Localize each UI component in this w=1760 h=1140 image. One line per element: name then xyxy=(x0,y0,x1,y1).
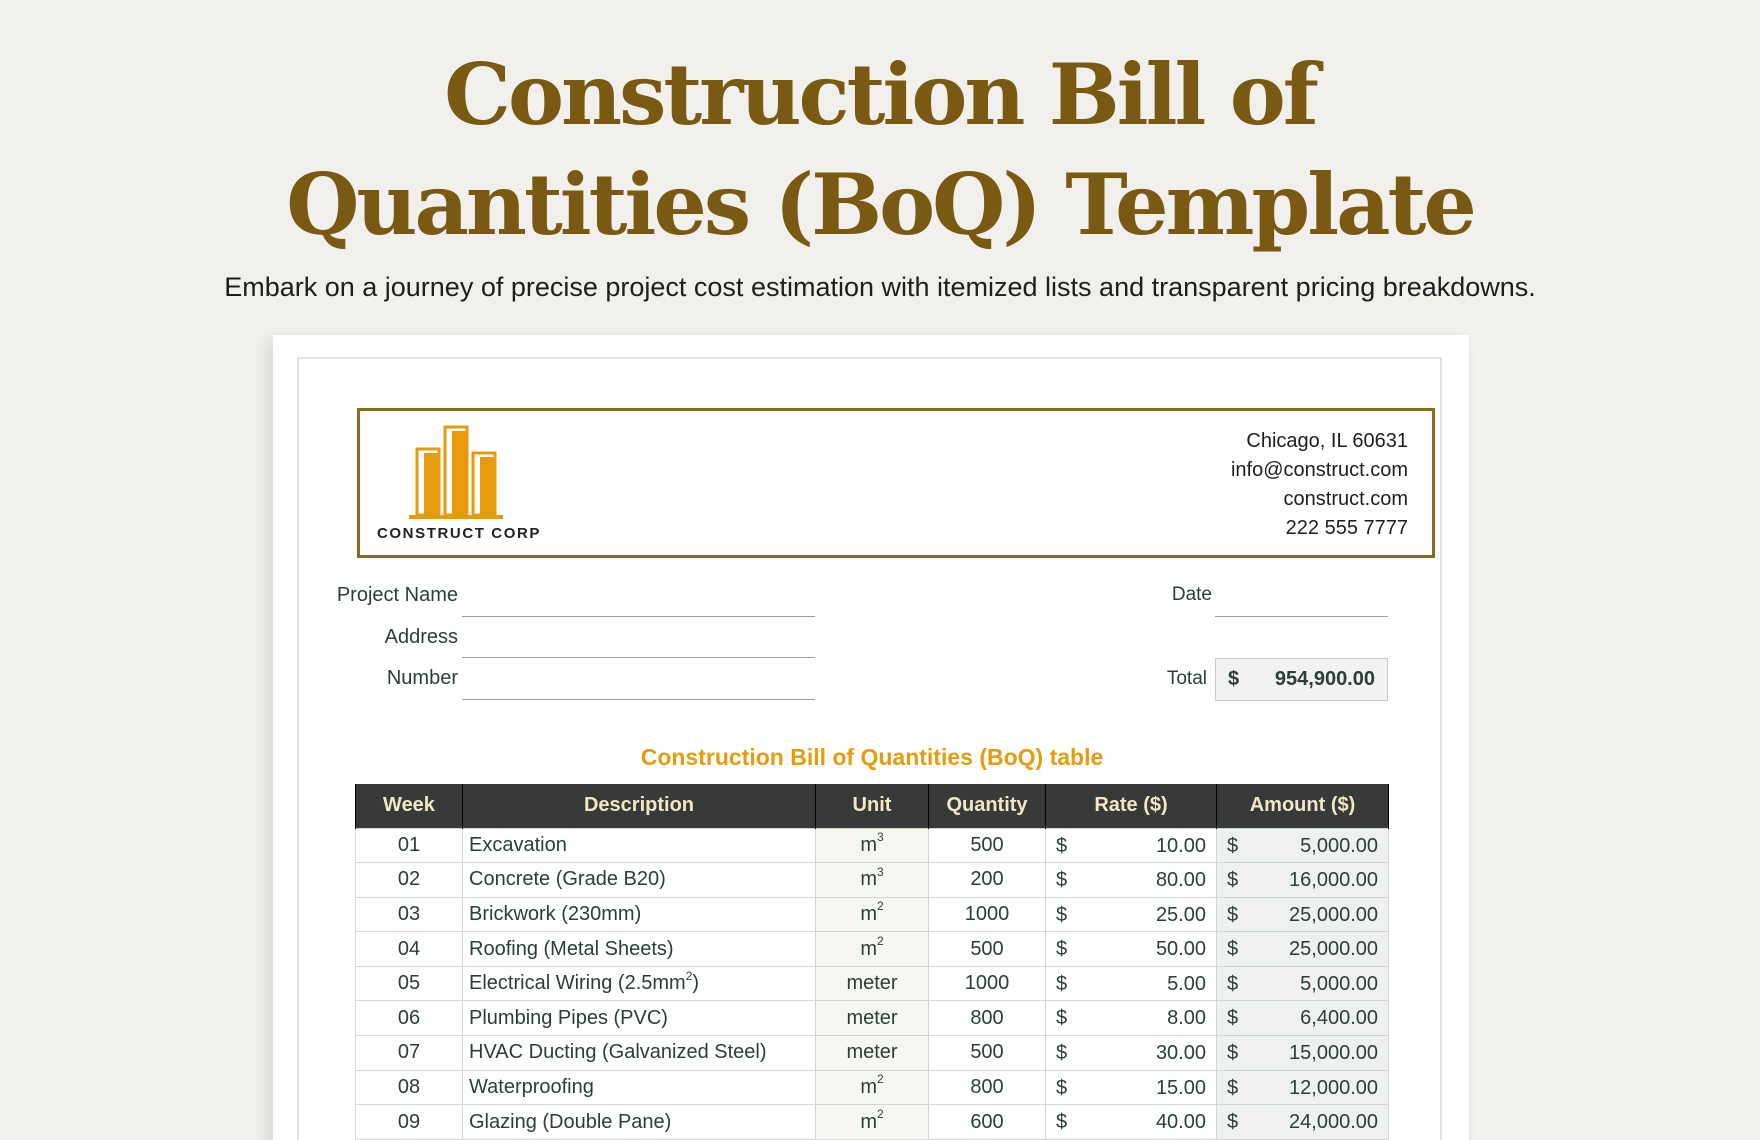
date-field[interactable] xyxy=(1215,616,1388,617)
cell-quantity: 800 xyxy=(929,1001,1046,1036)
table-row xyxy=(356,1036,1389,1071)
cell-description: Glazing (Double Pane) xyxy=(463,1105,816,1140)
boq-table xyxy=(355,784,1389,1140)
cell-amount: $ 25,000.00 xyxy=(1217,932,1389,967)
cell-description: Electrical Wiring $(2.5mm^2)$ xyxy=(463,966,816,1001)
cell-description: Roofing (Metal Sheets) xyxy=(463,932,816,967)
page-title-line-2: Quantities (BoQ) Template xyxy=(286,155,1474,254)
cell-amount: $ 5,000.00 xyxy=(1217,828,1389,863)
table-header-row xyxy=(356,784,1389,828)
cell-unit: $m^2$ xyxy=(816,897,929,932)
cell-unit: $m^3$ xyxy=(816,863,929,898)
cell-week: 03 xyxy=(356,897,463,932)
company-address: Chicago, IL 60631 xyxy=(1246,430,1408,452)
total-label: Total xyxy=(1166,668,1207,689)
cell-quantity: 1000 xyxy=(929,897,1046,932)
cell-description: Brickwork (230mm) xyxy=(463,897,816,932)
table-row xyxy=(356,828,1389,863)
cell-description: Excavation xyxy=(463,828,816,863)
total-value-box xyxy=(1215,658,1388,701)
cell-quantity: 500 xyxy=(929,1036,1046,1071)
header-unit: Unit xyxy=(816,784,929,828)
cell-unit: $m^2$ xyxy=(816,932,929,967)
cell-amount: $ 12,000.00 xyxy=(1217,1070,1389,1105)
cell-rate: $ 8.00 xyxy=(1046,1001,1217,1036)
cell-week: 09 xyxy=(356,1105,463,1140)
table-row xyxy=(356,863,1389,898)
cell-amount: $ 5,000.00 xyxy=(1217,966,1389,1001)
page-subtitle: Embark on a journey of precise project cost estimation with itemized lists and transparent pricing breakdowns. xyxy=(224,272,1536,302)
cell-amount: $ 16,000.00 xyxy=(1217,863,1389,898)
cell-rate: $ 30.00 xyxy=(1046,1036,1217,1071)
cell-quantity: 1000 xyxy=(929,966,1046,1001)
date-label: Date xyxy=(1171,584,1212,605)
cell-week: 01 xyxy=(356,828,463,863)
building-logo-icon xyxy=(407,423,507,523)
address-label: Address xyxy=(384,626,458,648)
company-website: construct.com xyxy=(1283,488,1408,510)
header-week: Week xyxy=(356,784,463,828)
cell-quantity: 500 xyxy=(929,932,1046,967)
cell-week: 02 xyxy=(356,863,463,898)
cell-quantity: 200 xyxy=(929,863,1046,898)
header-rate: Rate ($) xyxy=(1046,784,1217,828)
table-row xyxy=(356,897,1389,932)
address-field[interactable] xyxy=(462,657,815,658)
header-description: Description xyxy=(463,784,816,828)
cell-rate: $ 40.00 xyxy=(1046,1105,1217,1140)
cell-quantity: 500 xyxy=(929,828,1046,863)
company-email: info@construct.com xyxy=(1230,459,1408,481)
cell-amount: $ 15,000.00 xyxy=(1217,1036,1389,1071)
page-title xyxy=(0,40,1760,260)
project-name-field[interactable] xyxy=(462,616,815,617)
cell-description: Waterproofing xyxy=(463,1070,816,1105)
cell-week: 07 xyxy=(356,1036,463,1071)
total-value: 954,900.00 xyxy=(1274,668,1375,690)
cell-unit: meter xyxy=(816,966,929,1001)
total-currency: $ xyxy=(1228,668,1240,690)
cell-rate: $ 50.00 xyxy=(1046,932,1217,967)
cell-week: 05 xyxy=(356,966,463,1001)
cell-unit: $m^3$ xyxy=(816,828,929,863)
project-name-label: Project Name xyxy=(336,584,458,606)
cell-description: Concrete (Grade B20) xyxy=(463,863,816,898)
cell-week: 08 xyxy=(356,1070,463,1105)
company-phone: 222 555 7777 xyxy=(1285,517,1408,539)
cell-description: Plumbing Pipes (PVC) xyxy=(463,1001,816,1036)
cell-unit: $m^2$ xyxy=(816,1105,929,1140)
cell-amount: $ 25,000.00 xyxy=(1217,897,1389,932)
cell-unit: meter xyxy=(816,1036,929,1071)
table-row xyxy=(356,1001,1389,1036)
cell-week: 06 xyxy=(356,1001,463,1036)
table-row xyxy=(356,966,1389,1001)
company-name: CONSTRUCT CORP xyxy=(376,525,542,542)
cell-amount: $ 6,400.00 xyxy=(1217,1001,1389,1036)
cell-rate: $ 5.00 xyxy=(1046,966,1217,1001)
cell-rate: $ 15.00 xyxy=(1046,1070,1217,1105)
number-field[interactable] xyxy=(462,699,815,700)
table-row xyxy=(356,1070,1389,1105)
cell-week: 04 xyxy=(356,932,463,967)
number-label: Number xyxy=(386,667,458,689)
cell-rate: $ 25.00 xyxy=(1046,897,1217,932)
table-row xyxy=(356,1105,1389,1140)
cell-quantity: 600 xyxy=(929,1105,1046,1140)
company-contact xyxy=(1231,427,1408,543)
header-amount: Amount ($) xyxy=(1217,784,1389,828)
cell-rate: $ 80.00 xyxy=(1046,863,1217,898)
cell-rate: $ 10.00 xyxy=(1046,828,1217,863)
cell-unit: $m^2$ xyxy=(816,1070,929,1105)
cell-amount: $ 24,000.00 xyxy=(1217,1105,1389,1140)
cell-unit: meter xyxy=(816,1001,929,1036)
cell-quantity: 800 xyxy=(929,1070,1046,1105)
company-header xyxy=(357,408,1435,558)
cell-description: HVAC Ducting (Galvanized Steel) xyxy=(463,1036,816,1071)
table-caption: Construction Bill of Quantities (BoQ) table xyxy=(640,744,1104,770)
page-title-line-1: Construction Bill of xyxy=(444,45,1316,144)
table-row xyxy=(356,932,1389,967)
header-quantity: Quantity xyxy=(929,784,1046,828)
